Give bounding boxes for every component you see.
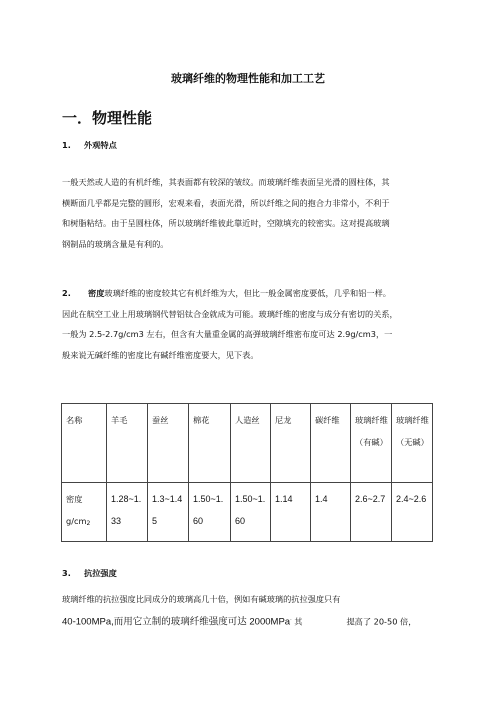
row-unit <box>66 510 103 535</box>
table-header-cell: 名称 <box>62 404 107 483</box>
table-cell: 2.4~2.6 <box>392 483 433 542</box>
subsection-title: 外观特点 <box>84 140 117 150</box>
table-cell: 1.3~1.45 <box>148 483 189 542</box>
table-header-cell: 蚕丝 <box>148 404 189 483</box>
table-header-cell: 羊毛 <box>107 404 148 483</box>
table-header-cell: 碳纤维 <box>311 404 351 483</box>
paragraph-line: 横断面几乎都是完整的圆形，宏观来看，表面光滑，所以纤维之间的抱合力非常小，不利于 <box>62 197 390 208</box>
paragraph-line-part: 其 <box>291 616 303 627</box>
document-title: 玻璃纤维的物理性能和加工工艺 <box>171 72 325 85</box>
section-heading-physical-properties: 一．物理性能 <box>62 109 153 127</box>
paragraph-appearance <box>62 172 390 254</box>
superscript-mark: · <box>290 616 292 623</box>
subsection-heading-tensile-strength <box>62 568 117 579</box>
table-row <box>62 483 433 542</box>
paragraph-line <box>62 610 416 633</box>
table-cell: 1.14 <box>271 483 311 542</box>
table-row-label-cell <box>62 483 107 542</box>
row-unit-text: g/cm <box>66 516 87 526</box>
table-header-cell: 玻璃纤维（无碱） <box>392 404 433 483</box>
paragraph-line: 玻璃纤维的密度较其它有机纤维为大，但比一般金属密度要低，几乎和铝一样。 <box>104 288 391 298</box>
subsection-title: 抗拉强度 <box>84 568 117 578</box>
paragraph-line: 一般为 2.5-2.7g/cm3 左右，但含有大量重金属的高弹玻璃纤维密布度可达 2.9g/cm3，一 <box>62 329 393 339</box>
subsection-title-density: 密度 <box>88 288 105 298</box>
table-header-cell: 玻璃纤维（有碱） <box>351 404 392 483</box>
subsection-number: 3. <box>62 568 71 578</box>
row-label: 密度 <box>66 494 83 504</box>
table-header-row <box>62 404 433 483</box>
density-table <box>61 403 433 542</box>
paragraph-line: 般来说无碱纤维的密度比有碱纤维密度要大，见下表。 <box>62 349 259 360</box>
table-cell: 2.6~2.7 <box>351 483 392 542</box>
paragraph-line: 钢制品的玻璃含量是有利的。 <box>62 238 169 249</box>
table-header-cell: 棉花 <box>189 404 231 483</box>
paragraph-line: 玻璃纤维的抗拉强度比同成分的玻璃高几十倍，例如有碱玻璃的抗拉强度只有 <box>62 594 341 604</box>
paragraph-line: 和树脂粘结。由于呈圆柱体，所以玻璃纤维彼此靠近时，空隙填充的较密实。这对提高玻璃 <box>62 218 390 228</box>
table-cell: 1.50~1.60 <box>189 483 231 542</box>
table-header-cell: 人造丝 <box>231 404 271 483</box>
paragraph-line: 一般天然或人造的有机纤维，其表面都有较深的皱纹。而玻璃纤维表面呈光滑的圆柱体，其 <box>62 177 390 187</box>
subsection-heading-appearance <box>62 140 117 151</box>
table-cell: 1.4 <box>311 483 351 542</box>
row-unit-subscript: 2 <box>86 520 91 527</box>
subsection-number: 1. <box>62 140 71 150</box>
paragraph-line-with-heading <box>62 283 398 304</box>
table-cell: 1.28~1.33 <box>107 483 148 542</box>
paragraph-line: 因此在航空工业上用玻璃钢代替铝钛合金就成为可能。玻璃纤维的密度与成分有密切的关系， <box>62 308 398 319</box>
paragraph-tensile-strength <box>62 589 416 633</box>
paragraph-line-part: 40-100MPa,而用它立制的玻璃纤维强度可达 2000MPa <box>62 616 291 628</box>
subsection-number: 2. <box>62 288 71 298</box>
paragraph-density <box>62 283 398 365</box>
paragraph-line-part: 提高了 20-50 倍， <box>346 616 417 627</box>
table-cell: 1.50~1.60 <box>231 483 271 542</box>
table-header-cell: 尼龙 <box>271 404 311 483</box>
